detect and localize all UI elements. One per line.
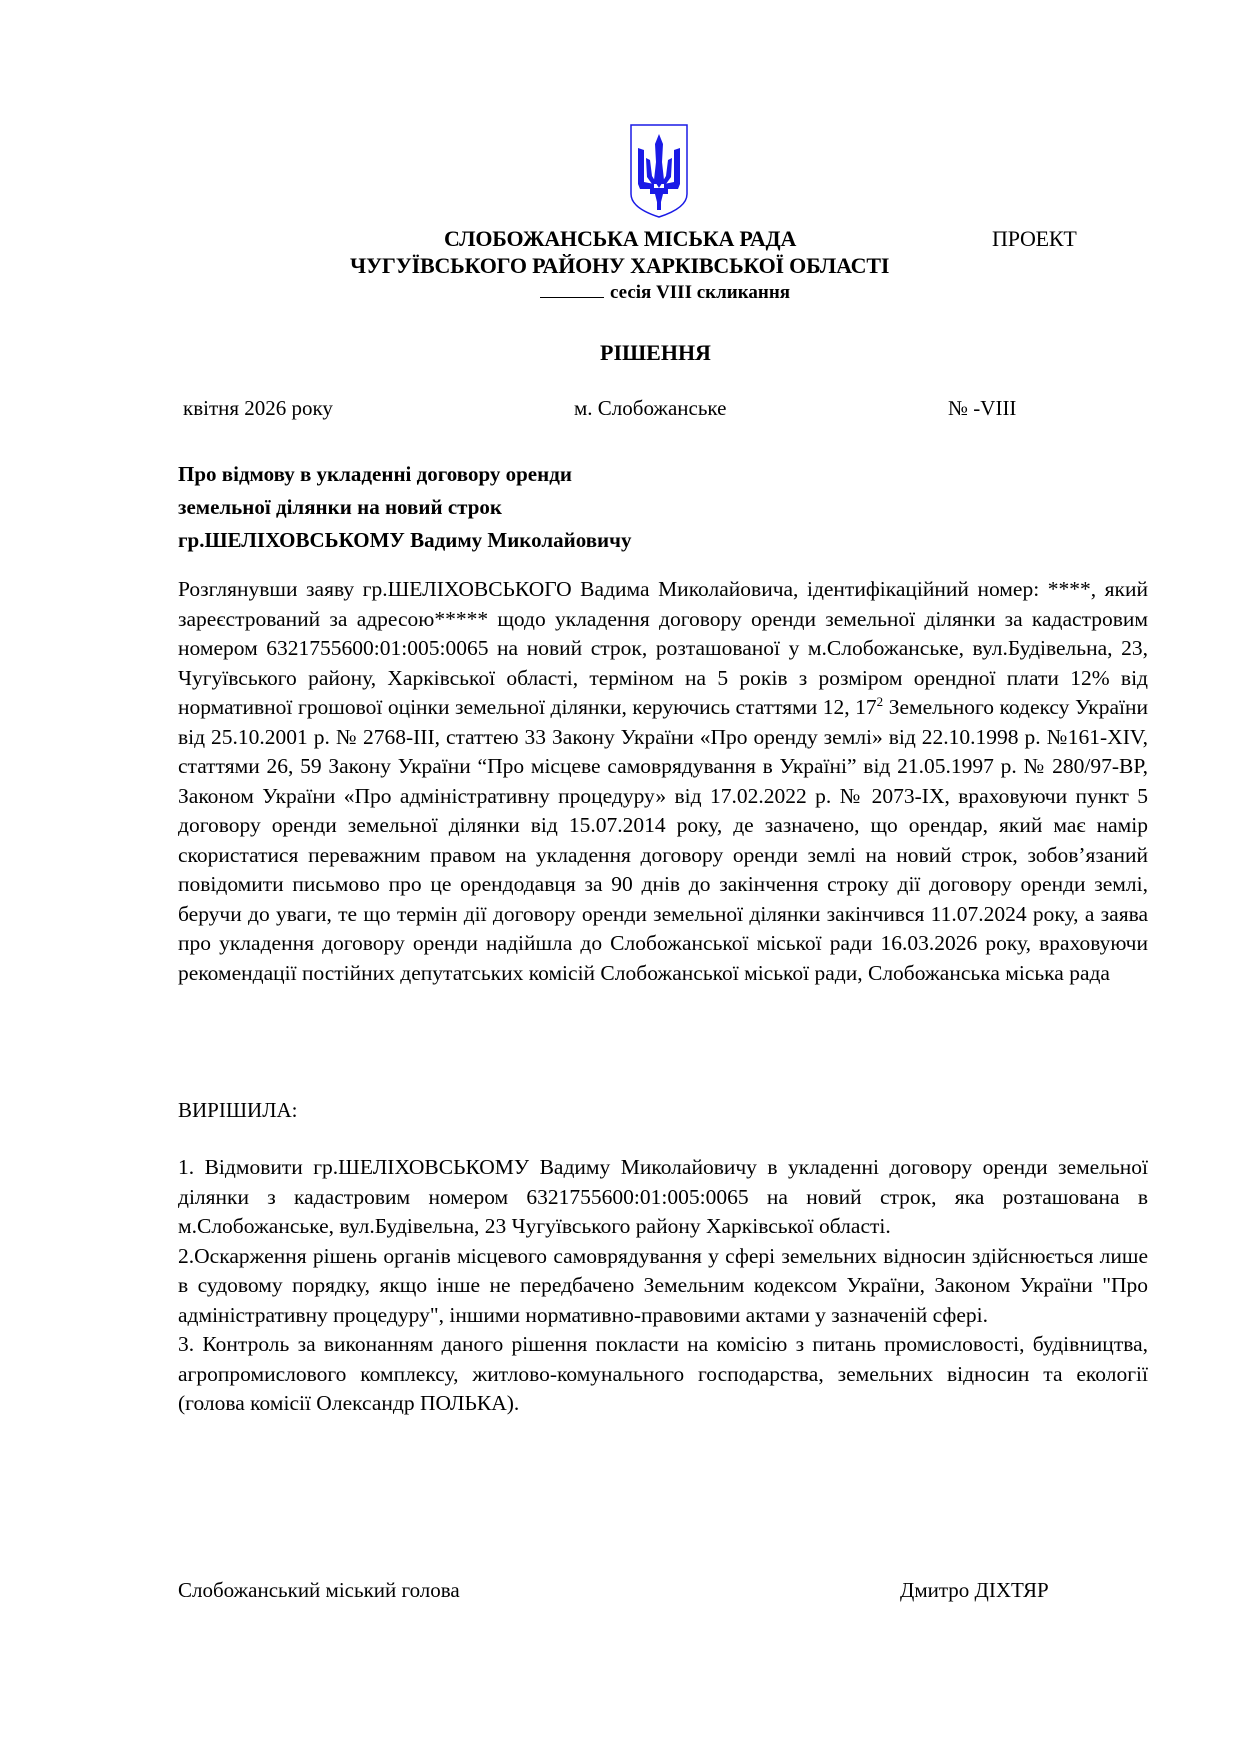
decision-item: 1. Відмовити гр.ШЕЛІХОВСЬКОМУ Вадиму Миколайовичу в укладенні договору оренди земельної ділянки з кадастровим номером 6321755600:01:005:0065 на новий строк, яка розташована в м.Слобожанське, вул.Будівельна, 23 Чугуївського району Харківської області. <box>178 1155 1148 1238</box>
decision-item: 3. Контроль за виконанням даного рішення покласти на комісію з питань промисловості, будівництва, агропромислового комплексу, житлово-комунального господарства, земельних відносин та екології (голова комісії Олександр ПОЛЬКА). <box>178 1332 1148 1415</box>
ukraine-trident-coat-of-arms-icon <box>628 122 690 220</box>
district-name: ЧУГУЇВСЬКОГО РАЙОНУ ХАРКІВСЬКОЇ ОБЛАСТІ <box>350 253 890 278</box>
signatory-position: Слобожанський міський голова <box>178 1578 460 1602</box>
subject-line: Про відмову в укладенні договору оренди <box>178 462 572 486</box>
preamble-text: Розглянувши заяву гр.ШЕЛІХОВСЬКОГО Вадима Миколайовича, ідентифікаційний номер: ****, який зареєстрований за адресою***** щодо укладення договору оренди земельної ділянки за кадастровим номером 6321755600:01:005:0065 на новий строк, розташованої у м.Слобожанське, вул.Будівельна, 23, Чугуївського району, Харківської області, терміном на 5 років з розміром орендної плати 12% від нормативної грошової оцінки земельної ділянки, керуючись статтями 12, 17 <box>178 577 1148 719</box>
decision-place: м. Слобожанське <box>574 396 727 420</box>
session-label: сесія VIII скликання <box>610 282 791 303</box>
decision-date: квітня 2026 року <box>183 396 333 420</box>
preamble-text: Земельного кодексу України від 25.10.2001 р. № 2768-ІІІ, статтею 33 Закону України «Про оренду землі» від 22.10.1998 р. №161-XIV, статтями 26, 59 Закону України “Про місцеве самоврядування в Україні” від 21.05.1997 р. № 280/97-ВР, Законом України «Про адміністративну процедуру» від 17.02.2022 р. № 2073-ІХ, враховуючи пункт 5 договору оренди земельної ділянки від 15.07.2014 року, де зазначено, що орендар, який має намір скористатися переважним правом на укладення договору оренди землі на новий строк, зобов’язаний повідомити письмово про це орендодавця за 90 днів до закінчення строку дії договору оренди землі, беручи до уваги, те що термін дії договору оренди земельної ділянки закінчився 11.07.2024 року, а заява про укладення договору оренди надійшла до Слобожанської міської ради 16.03.2026 року, враховуючи рекомендації постійних депутатських комісій Слобожанської міської ради, Слобожанська міська рада <box>178 695 1148 985</box>
subject-line: земельної ділянки на новий строк <box>178 495 502 519</box>
signatory-name: Дмитро ДІХТЯР <box>900 1578 1049 1602</box>
council-name: СЛОБОЖАНСЬКА МІСЬКА РАДА <box>444 226 797 251</box>
article-superscript: 2 <box>876 693 884 709</box>
decided-label: ВИРІШИЛА: <box>178 1098 298 1122</box>
session-line <box>540 282 790 304</box>
subject-line: гр.ШЕЛІХОВСЬКОМУ Вадиму Миколайовичу <box>178 528 632 552</box>
session-number-blank <box>540 283 604 298</box>
decision-items <box>178 1153 1148 1419</box>
preamble-paragraph <box>178 575 1148 988</box>
decision-number: № -VIII <box>948 396 1017 420</box>
decision-subject <box>178 458 631 557</box>
draft-status-label: ПРОЕКТ <box>992 226 1077 251</box>
decision-item: 2.Оскарження рішень органів місцевого самоврядування у сфері земельних відносин здійснюється лише в судовому порядку, якщо інше не передбачено Земельним кодексом України, Законом України "Про адміністративну процедуру", іншими нормативно-правовими актами у зазначеній сфері. <box>178 1243 1148 1327</box>
document-title: РІШЕННЯ <box>600 340 711 365</box>
